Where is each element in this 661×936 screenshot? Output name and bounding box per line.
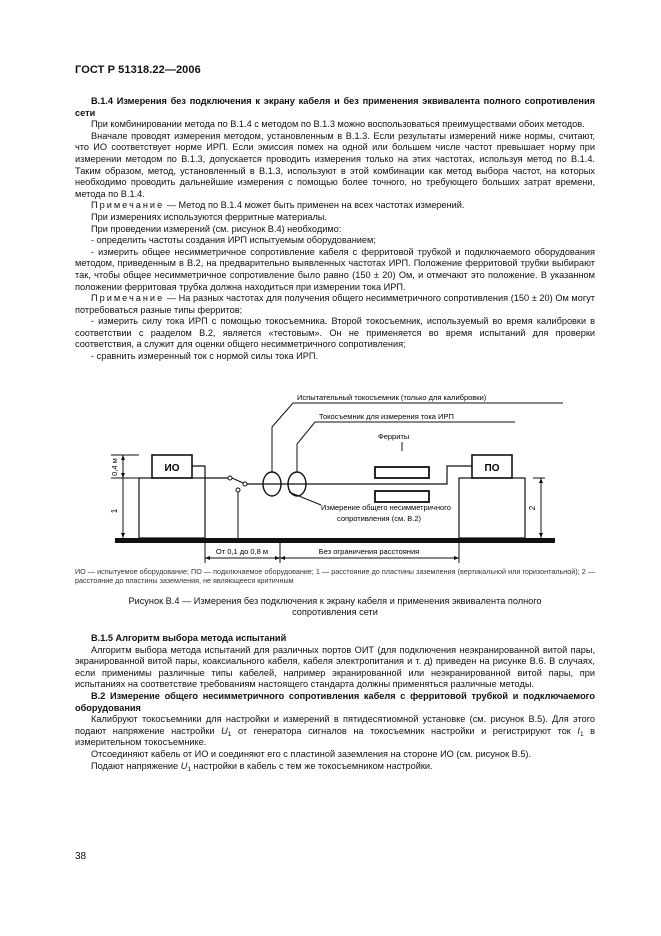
note-1 (75, 200, 595, 212)
subscript: 1 (187, 765, 191, 773)
symbol-i: I (577, 725, 580, 736)
page-number: 38 (75, 851, 87, 862)
symbol-u: U (221, 725, 228, 736)
arrow (454, 556, 459, 560)
label-probe-measure: Токосъемник для измерения тока ИРП (319, 411, 454, 421)
figure-legend: ИО — испытуемое оборудование; ПО — подключаемое оборудование; 1 — расстояние до пластины заземления (вертикальной или горизонтальной); 2 — расстояние до пластины заземления, не являющееся критичным (75, 566, 595, 586)
switch-contact (243, 482, 247, 486)
list-item: - измерить общее несимметричное сопротивление кабеля с ферритовой трубкой и подключаемого оборудования методом, приведенным в В.2, на предварительно выявленных частотах ИРП. Положение ферритовой трубки выбирают так, чтобы общее несимметричное сопротивление было равно (150 ± 20) Ом, и отмечают это положение. В указанном положении ферритовая трубка должна находиться при измерении тока ИРП. (75, 246, 595, 292)
label-test-probe: Испытательный токосъемник (только для калибровки) (297, 392, 487, 402)
arrow (121, 473, 125, 478)
note-label: Примечание (91, 293, 165, 304)
page-header: ГОСТ Р 51318.22—2006 (75, 64, 201, 76)
list-item: - сравнить измеренный ток с нормой силы тока ИРП. (91, 351, 319, 362)
switch-contact (236, 488, 240, 492)
switch-blade (232, 478, 243, 483)
cable-io (192, 466, 228, 478)
label-no-limit: Без ограничения расстояния (318, 546, 420, 556)
text-run: Подают напряжение (91, 760, 181, 771)
label-dim-04: 0,4 м (110, 457, 119, 476)
paragraph: При проведении измерений (см. рисунок В.4) необходимо: (91, 223, 342, 234)
arrow (280, 556, 285, 560)
paragraph: При измерениях используются ферритные материалы. (91, 211, 327, 222)
text-run: в измерительном токосъемнике. (75, 725, 596, 748)
text-run: Калибруют токосъемники для настройки и измерений в пятидесятиомной установке (см. рисунок В.5). Для этого подают напряжение настройки (75, 714, 595, 736)
paragraph: Вначале проводят измерения методом, установленным в В.1.3. Если результаты измерений ниже нормы, считают, что ИО соответствует норме ИРП. Если эмиссия помех на одной или большем числе частот превышает норму при измерении методом по В.1.3, допускается проводить измерения только на этих частотах, используя метод по В.1.4. Таким образом, метод, установленный в В.1.3, используют в этой комбинации как метод выбора частот, на которых необходимо проводить дальнейшие измерения с помощью более точного, но требующего больших затрат времени, метода по В.1.4. (75, 130, 595, 199)
section-b15-title: В.1.5 Алгоритм выбора метода испытаний (91, 633, 287, 644)
ferrite-bottom (375, 491, 429, 502)
figure-caption: Рисунок В.4 — Измерения без подключения к экрану кабеля и применения эквивалента полного сопротивления сети (128, 595, 542, 618)
section-b14-title: В.1.4 Измерения без подключения к экрану кабеля и без применения эквивалента полного сопротивления сети (75, 96, 595, 118)
label-dim-1: 1 (110, 508, 119, 513)
symbol-u: U (180, 760, 188, 771)
section-b2-title: В.2 Измерение общего несимметричного сопротивления кабеля с ферритовой трубкой и подключаемого оборудования (75, 691, 595, 713)
list-item: - определить частоты создания ИРП испытуемым оборудованием; (91, 235, 376, 246)
paragraph: Отсоединяют кабель от ИО и соединяют его с пластиной заземления на стороне ИО (см. рисунок В.5). (91, 748, 532, 759)
paragraph: При комбинировании метода по В.1.4 с методом по В.1.3 можно воспользоваться преимуществами обоих методов. (91, 119, 585, 130)
list-item: - измерить силу тока ИРП с помощью токосъемника. Второй токосъемник, используемый во время калибровки в соответствии с разделом В.2, является «тестовым». Он не применяется во время испытаний для проверки соответствия, а служит для оценки общего несимметричного сопротивления; (75, 316, 595, 350)
label-impedance-1: Измерение общего несимметричного (321, 502, 451, 512)
table-po (459, 478, 525, 538)
impedance-pointer (289, 492, 321, 505)
paragraph: Алгоритм выбора метода испытаний для различных портов ОИТ (для подключения неэкранированной витой пары, экранированной витой пары, коаксиального кабеля, кабеля электропитания и т. д) приведен на рисунке В.6. В случаях, если применимы различные типы кабелей, например экранированной или неэкранированной витой пары, при испытаниях на соответствие требованиям настоящего стандарта должны применяться различные методы. (75, 644, 595, 690)
label-impedance-2: сопротивления (см. В.2) (337, 513, 422, 523)
arrow (539, 533, 543, 538)
arrow (205, 556, 210, 560)
note-text: — Метод по В.1.4 может быть применен на всех частотах измерений. (164, 200, 465, 211)
subscript: 1 (227, 730, 232, 738)
label-dim-2: 2 (528, 505, 537, 510)
note-text: — На разных частотах для получения общего несимметричного сопротивления (150 ± 20) Ом могут потребоваться разные типы ферритов; (75, 293, 595, 315)
label-distance-range: От 0,1 до 0,8 м (215, 546, 269, 556)
paragraph (75, 761, 595, 773)
paragraph (75, 714, 595, 749)
label-ferrites: Ферриты (378, 431, 410, 441)
label-po: ПО (484, 462, 500, 474)
subscript: 1 (579, 730, 584, 738)
arrow (539, 478, 543, 483)
measurement-diagram (75, 367, 595, 567)
arrow (275, 556, 280, 560)
note-2 (75, 293, 595, 316)
note-label: Примечание (91, 200, 165, 211)
switch-contact (228, 476, 232, 480)
text-run: от генератора сигналов на токосъемник настройки и регистрируют ток (231, 725, 578, 736)
label-io: ИО (164, 462, 180, 474)
ground-plane (115, 538, 555, 543)
arrow (121, 533, 125, 538)
probe-cable (297, 422, 515, 472)
text-run: настройки в кабель с тем же токосъемником настройки. (190, 760, 433, 771)
figure-b4 (75, 367, 595, 619)
ferrite-top (375, 467, 429, 478)
arrow (121, 455, 125, 460)
table-io (139, 478, 205, 538)
document-body (75, 96, 595, 772)
